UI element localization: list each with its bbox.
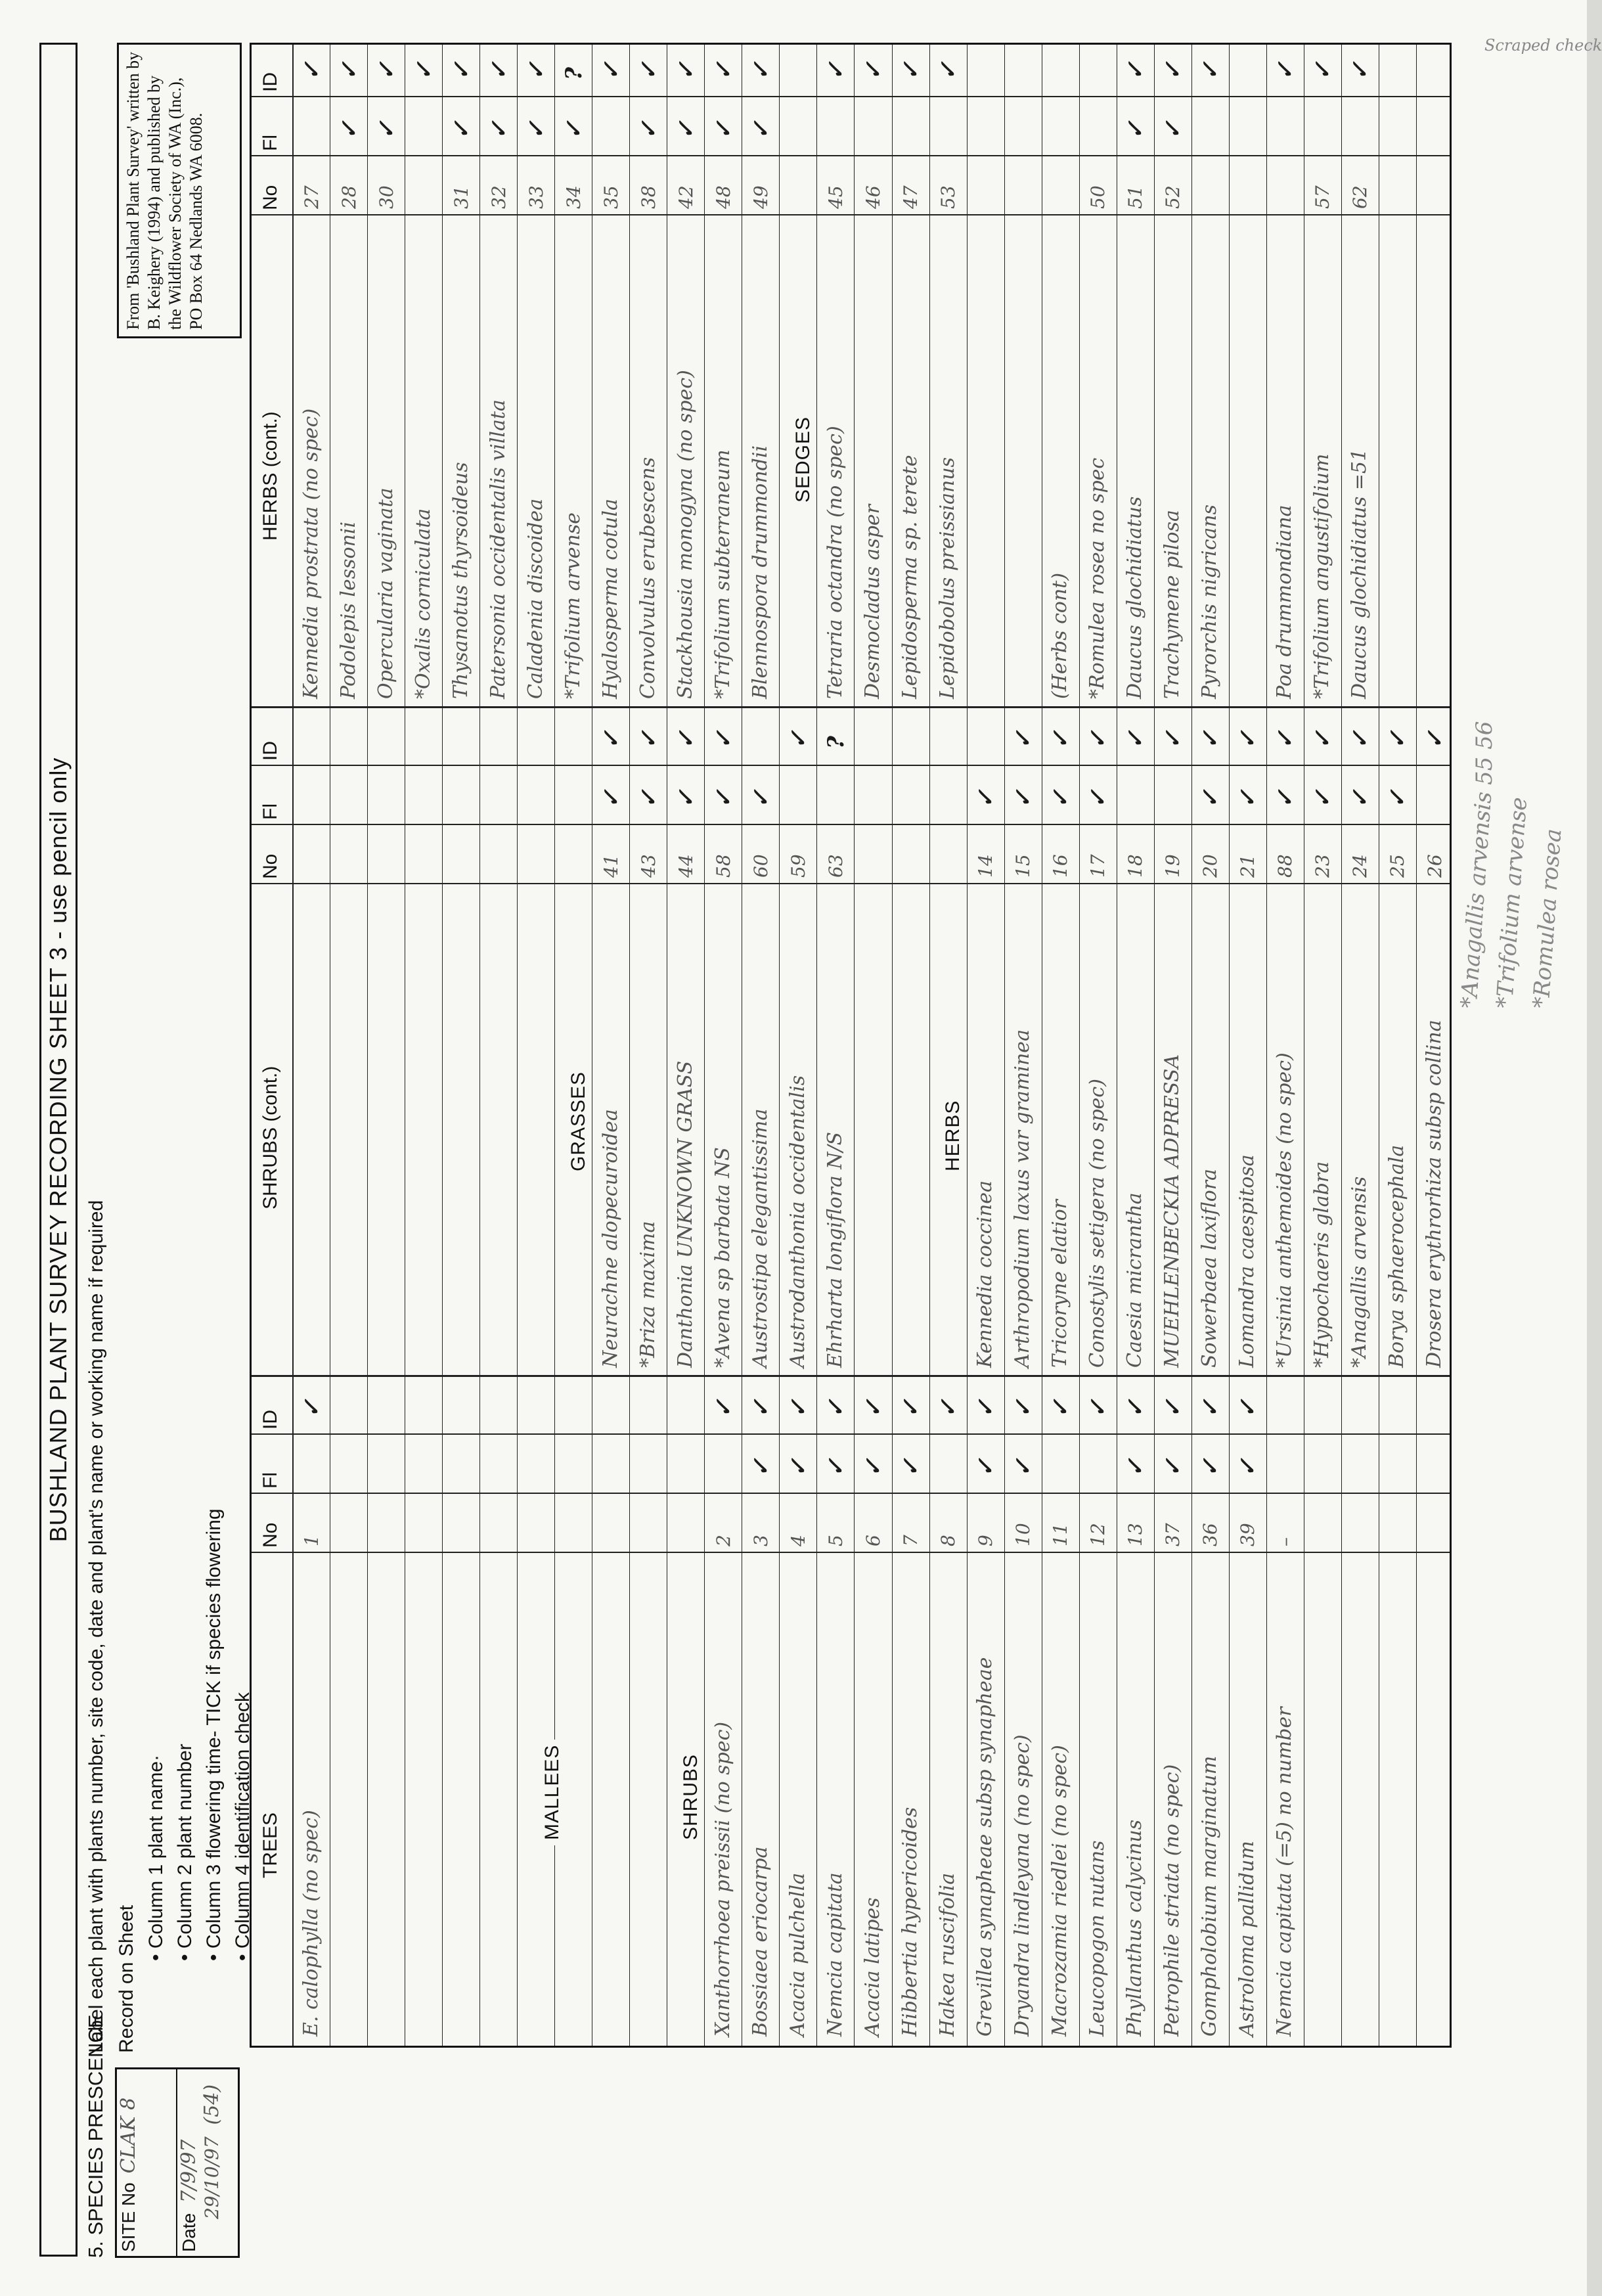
flowering-tick: ✓ bbox=[1123, 120, 1149, 139]
species-number: 51 bbox=[1124, 185, 1147, 209]
species-name: Lomandra caespitosa bbox=[1235, 1154, 1259, 1368]
flowering-tick: ✓ bbox=[448, 120, 475, 139]
flowering-tick: ✓ bbox=[1385, 789, 1412, 808]
column-line bbox=[252, 824, 1450, 825]
id-check-tick: ✓ bbox=[298, 1399, 325, 1418]
species-number: 13 bbox=[1124, 1523, 1147, 1546]
species-name: Acacia latipes bbox=[861, 1897, 884, 2037]
species-number: 19 bbox=[1162, 854, 1184, 878]
row-line bbox=[816, 45, 817, 2046]
species-number: 7 bbox=[900, 1535, 922, 1546]
id-check-tick: ✓ bbox=[598, 61, 625, 80]
row-line bbox=[479, 45, 480, 2046]
margin-note-1: *Anagallis arvensis bbox=[1456, 790, 1498, 1009]
id-check-tick: ✓ bbox=[1010, 730, 1037, 749]
flowering-tick: ✓ bbox=[822, 1458, 849, 1477]
id-check-tick: ✓ bbox=[523, 61, 550, 80]
id-check-tick: ✓ bbox=[1235, 1399, 1262, 1418]
header-fl: Fl bbox=[259, 1472, 281, 1489]
id-check-tick: ✓ bbox=[1085, 730, 1112, 749]
id-check-tick: ✓ bbox=[898, 61, 925, 80]
row-line bbox=[1191, 45, 1192, 2046]
id-check-tick: ✓ bbox=[710, 1399, 737, 1418]
row-line bbox=[704, 45, 705, 2046]
flowering-tick: ✓ bbox=[747, 1458, 774, 1477]
header-fl: Fl bbox=[259, 135, 281, 151]
species-name: Hyalosperma cotula bbox=[598, 499, 622, 699]
species-number: 41 bbox=[600, 854, 622, 878]
column-line bbox=[252, 883, 1450, 884]
header-fl: Fl bbox=[259, 803, 281, 820]
species-name: Grevillea synapheae subsp synapheae bbox=[973, 1657, 997, 2037]
id-check-tick: ✓ bbox=[1010, 1399, 1037, 1418]
flowering-tick: ✓ bbox=[1085, 789, 1112, 808]
site-date-box bbox=[115, 2067, 240, 2258]
species-number: 43 bbox=[637, 854, 659, 878]
species-number: 4 bbox=[787, 1535, 809, 1546]
id-check-tick: ✓ bbox=[673, 730, 700, 749]
id-check-tick: ✓ bbox=[935, 1399, 962, 1418]
panel-title-right: HERBS (cont.) bbox=[259, 411, 281, 541]
header-no: No bbox=[259, 185, 281, 210]
species-number: 59 bbox=[787, 854, 809, 878]
species-name: *Anagallis arvensis bbox=[1348, 1176, 1371, 1368]
flowering-tick: ✓ bbox=[710, 789, 737, 808]
species-name: Petrophile striata (no spec) bbox=[1161, 1764, 1184, 2037]
instruction-line-2: Record on Sheet bbox=[116, 1904, 137, 2053]
species-name: Arthropodium laxus var graminea bbox=[1011, 1029, 1035, 1368]
flowering-tick: ✓ bbox=[973, 789, 1000, 808]
id-check-tick: ✓ bbox=[1197, 1399, 1224, 1418]
id-check-tick: ✓ bbox=[1197, 61, 1224, 80]
row-line bbox=[517, 45, 518, 2046]
id-check-tick: ✓ bbox=[635, 730, 662, 749]
species-name: *Ursinia anthemoides (no spec) bbox=[1273, 1052, 1297, 1368]
id-check-tick: ✓ bbox=[448, 61, 475, 80]
id-check-tick: ✓ bbox=[898, 1399, 925, 1418]
species-number: 33 bbox=[525, 185, 547, 209]
species-number: 24 bbox=[1349, 854, 1371, 878]
sheet-title bbox=[39, 43, 78, 2257]
flowering-tick: ✓ bbox=[747, 120, 774, 139]
species-name: Hibbertia hypericoides bbox=[899, 1807, 922, 2037]
species-name: Trachymene pilosa bbox=[1161, 510, 1184, 699]
id-check-tick: ✓ bbox=[1160, 1399, 1187, 1418]
species-name: Lepidobolus preissianus bbox=[936, 457, 960, 699]
species-name: Neurachne alopecuroidea bbox=[598, 1109, 622, 1368]
margin-note-3: *Romulea rosea bbox=[1528, 828, 1567, 1010]
id-check-tick: ✓ bbox=[373, 61, 400, 80]
id-check-tick: ✓ bbox=[1123, 61, 1149, 80]
column-legend-3: • Column 3 flowering time- TICK if species flowering bbox=[203, 1508, 225, 1961]
flowering-tick: ✓ bbox=[336, 120, 363, 139]
species-number: 11 bbox=[1050, 1523, 1072, 1546]
id-check-tick: ✓ bbox=[1347, 61, 1374, 80]
species-name: Austrostipa elegantissima bbox=[748, 1108, 772, 1368]
species-number: 57 bbox=[1312, 185, 1334, 209]
flowering-tick: ✓ bbox=[1197, 789, 1224, 808]
species-number: 60 bbox=[749, 854, 772, 878]
species-number: 32 bbox=[487, 185, 510, 209]
id-check-tick: ✓ bbox=[1048, 1399, 1075, 1418]
id-check-tick: ✓ bbox=[1385, 730, 1412, 749]
flowering-tick: ✓ bbox=[1197, 1458, 1224, 1477]
header-divider bbox=[292, 45, 294, 2046]
site-value: CLAK 8 bbox=[117, 2097, 140, 2174]
species-name: Ehrharta longiflora N/S bbox=[823, 1131, 847, 1368]
species-number: 47 bbox=[900, 185, 922, 209]
section-heading: 5. SPECIES PRESCENCE bbox=[84, 2014, 107, 2258]
species-name: Acacia pulchella bbox=[786, 1872, 809, 2037]
id-check-tick: ✓ bbox=[1310, 61, 1337, 80]
species-name: Caladenia discoidea bbox=[523, 498, 547, 699]
species-name: *Trifolium angustifolium bbox=[1310, 453, 1334, 699]
species-name: *Hypochaeris glabra bbox=[1310, 1161, 1334, 1368]
column-line bbox=[252, 155, 1450, 156]
species-number: 36 bbox=[1199, 1523, 1222, 1546]
species-name: *Romulea rosea no spec bbox=[1086, 457, 1109, 699]
species-name: *Trifolium arvense bbox=[561, 512, 585, 699]
species-number: – bbox=[1274, 1537, 1297, 1546]
species-name: *Trifolium subterraneum bbox=[711, 449, 734, 699]
flowering-tick: ✓ bbox=[1160, 1458, 1187, 1477]
row-line bbox=[367, 45, 368, 2046]
species-name: Pyrorchis nigricans bbox=[1198, 505, 1222, 699]
species-name: Caesia micrantha bbox=[1123, 1192, 1147, 1368]
id-check-tick: ✓ bbox=[973, 1399, 1000, 1418]
column-line bbox=[252, 96, 1450, 97]
row-line bbox=[1341, 45, 1342, 2046]
species-number: 62 bbox=[1349, 185, 1371, 209]
sheet-title-text: BUSHLAND PLANT SURVEY RECORDING SHEET 3 - use pencil only bbox=[45, 757, 72, 1542]
instructions bbox=[81, 345, 142, 2053]
species-number: 9 bbox=[975, 1535, 997, 1546]
species-name: MUEHLENBECKIA ADPRESSA bbox=[1161, 1054, 1184, 1368]
species-name: *Oxalis corniculata bbox=[411, 508, 435, 699]
date-value: 7/9/97 bbox=[177, 2139, 200, 2203]
species-number: 58 bbox=[712, 854, 734, 878]
id-check-tick: ? bbox=[822, 736, 849, 749]
flowering-tick: ✓ bbox=[860, 1458, 887, 1477]
flowering-tick: ✓ bbox=[1310, 789, 1337, 808]
species-number: 17 bbox=[1087, 854, 1109, 878]
flowering-tick: ✓ bbox=[598, 789, 625, 808]
species-number: 27 bbox=[300, 185, 323, 209]
flowering-tick: ✓ bbox=[1123, 1458, 1149, 1477]
date-label: Date bbox=[179, 2213, 199, 2252]
id-check-tick: ✓ bbox=[747, 1399, 774, 1418]
column-legend bbox=[142, 778, 257, 1961]
species-name: *Briza maxima bbox=[636, 1221, 659, 1368]
flowering-tick: ✓ bbox=[1048, 789, 1075, 808]
id-check-tick: ✓ bbox=[1123, 730, 1149, 749]
species-number: 44 bbox=[675, 854, 697, 878]
species-name: Desmocladus asper bbox=[861, 504, 884, 699]
margin-note-corner: Scraped check bbox=[1484, 36, 1602, 55]
flowering-tick: ✓ bbox=[373, 120, 400, 139]
species-number: 3 bbox=[749, 1535, 772, 1546]
flowering-tick: ✓ bbox=[973, 1458, 1000, 1477]
site-row bbox=[117, 2069, 177, 2256]
column-line bbox=[252, 214, 1450, 215]
id-check-tick: ✓ bbox=[1160, 61, 1187, 80]
id-check-tick: ✓ bbox=[710, 61, 737, 80]
species-number: 42 bbox=[675, 185, 697, 209]
species-name: Xanthorrhoea preissii (no spec) bbox=[711, 1721, 734, 2037]
row-line bbox=[1079, 45, 1080, 2046]
species-number: 23 bbox=[1312, 854, 1334, 878]
species-number: 49 bbox=[749, 185, 772, 209]
species-number: 48 bbox=[712, 185, 734, 209]
id-check-tick: ✓ bbox=[822, 1399, 849, 1418]
species-name: Convolvulus erubescens bbox=[636, 457, 659, 699]
species-name: Danthonia UNKNOWN GRASS bbox=[673, 1060, 697, 1368]
species-number: 6 bbox=[862, 1535, 884, 1546]
instruction-line-1: Label each plant with plants number, site code, date and plant's name or working name if required bbox=[85, 1200, 107, 2053]
species-number: 34 bbox=[562, 185, 585, 209]
id-check-tick: ✓ bbox=[785, 730, 812, 749]
header-id: ID bbox=[259, 72, 281, 92]
column-line bbox=[252, 1552, 1450, 1553]
species-number: 2 bbox=[712, 1535, 734, 1546]
species-name: Tetraria octandra (no spec) bbox=[823, 426, 847, 699]
flowering-tick: ✓ bbox=[673, 789, 700, 808]
id-check-tick: ✓ bbox=[336, 61, 363, 80]
margin-note-numbers: 55 56 bbox=[1471, 721, 1498, 785]
id-check-tick: ✓ bbox=[485, 61, 512, 80]
row-line bbox=[442, 45, 443, 2046]
species-name: Austrodanthonia occidentalis bbox=[786, 1075, 809, 1368]
column-line bbox=[252, 1433, 1450, 1435]
species-name: Leucopogon nutans bbox=[1086, 1840, 1109, 2037]
column-line bbox=[252, 765, 1450, 766]
species-name: Nemcia capitata bbox=[823, 1872, 847, 2037]
id-check-tick: ✓ bbox=[822, 61, 849, 80]
species-name: E. calophylla (no spec) bbox=[299, 1810, 323, 2037]
row-line bbox=[1416, 45, 1417, 2046]
flowering-tick: ✓ bbox=[710, 120, 737, 139]
species-number: 35 bbox=[600, 185, 622, 209]
species-number: 10 bbox=[1012, 1523, 1035, 1546]
id-check-tick: ✓ bbox=[1272, 61, 1299, 80]
species-number: 28 bbox=[338, 185, 360, 209]
species-name: Dryandra lindleyana (no spec) bbox=[1011, 1734, 1035, 2037]
species-number: 50 bbox=[1087, 185, 1109, 209]
species-name: Podolepis lessonii bbox=[336, 521, 360, 699]
row-line bbox=[779, 45, 780, 2046]
species-name: Astroloma pallidum bbox=[1235, 1841, 1259, 2037]
row-line bbox=[854, 45, 855, 2046]
species-number: 16 bbox=[1050, 854, 1072, 878]
species-name: Bossiaea eriocarpa bbox=[748, 1846, 772, 2037]
id-check-tick: ✓ bbox=[1123, 1399, 1149, 1418]
species-number: 52 bbox=[1162, 185, 1184, 209]
header-id: ID bbox=[259, 1410, 281, 1429]
id-check-tick: ✓ bbox=[935, 61, 962, 80]
species-number: 53 bbox=[937, 185, 960, 209]
id-check-tick: ✓ bbox=[411, 61, 437, 80]
row-line bbox=[967, 45, 968, 2046]
header-id: ID bbox=[259, 741, 281, 761]
species-name: Opercularia vaginata bbox=[374, 487, 397, 699]
margin-note-2: *Trifolium arvense bbox=[1491, 796, 1533, 1010]
flowering-tick: ✓ bbox=[1235, 1458, 1262, 1477]
flowering-tick: ✓ bbox=[673, 120, 700, 139]
id-check-tick: ✓ bbox=[298, 61, 325, 80]
flowering-tick: ✓ bbox=[635, 789, 662, 808]
id-check-tick: ✓ bbox=[860, 61, 887, 80]
flowering-tick: ✓ bbox=[747, 789, 774, 808]
species-number: 8 bbox=[937, 1535, 960, 1546]
date-value-2: 29/10/97 bbox=[201, 2136, 223, 2219]
species-name: Nemcia capitata (=5) no number bbox=[1273, 1707, 1297, 2037]
species-name: Macrozamia riedlei (no spec) bbox=[1048, 1745, 1072, 2037]
species-name: Thysanotus thyrsoideus bbox=[449, 462, 472, 699]
flowering-tick: ✓ bbox=[1347, 789, 1374, 808]
species-name: Tricoryne elatior bbox=[1048, 1200, 1072, 1368]
species-number: 1 bbox=[300, 1535, 323, 1546]
species-number: 39 bbox=[1237, 1523, 1259, 1546]
date-row bbox=[177, 2069, 238, 2256]
species-name: Conostylis setigera (no spec) bbox=[1086, 1079, 1109, 1368]
id-check-tick: ✓ bbox=[1197, 730, 1224, 749]
species-name: Daucus glochidiatus bbox=[1123, 496, 1147, 699]
panel-divider bbox=[252, 706, 1450, 708]
flowering-tick: ✓ bbox=[785, 1458, 812, 1477]
id-check-tick: ✓ bbox=[1310, 730, 1337, 749]
species-number: 37 bbox=[1162, 1523, 1184, 1546]
row-line bbox=[1229, 45, 1230, 2046]
flowering-tick: ✓ bbox=[1235, 789, 1262, 808]
species-name: Stackhousia monogyna (no spec) bbox=[673, 370, 697, 699]
panel-title-mid: SHRUBS (cont.) bbox=[259, 1066, 281, 1209]
id-check-tick: ✓ bbox=[747, 61, 774, 80]
id-check-tick: ✓ bbox=[785, 1399, 812, 1418]
species-name: Hakea ruscifolia bbox=[936, 1872, 960, 2037]
column-legend-1: • Column 1 plant name· bbox=[145, 1755, 167, 1961]
row-line bbox=[1154, 45, 1155, 2046]
species-number: 45 bbox=[824, 185, 847, 209]
species-number: 18 bbox=[1124, 854, 1147, 878]
species-number: 20 bbox=[1199, 854, 1222, 878]
source-citation-box bbox=[117, 43, 242, 338]
species-name: Blennospora drummondii bbox=[748, 445, 772, 699]
species-name: Patersonia occidentalis villata bbox=[486, 399, 510, 699]
id-check-tick: ✓ bbox=[1422, 730, 1449, 749]
flowering-tick: ✓ bbox=[1272, 789, 1299, 808]
species-name: Borya sphaerocephala bbox=[1385, 1144, 1409, 1368]
species-number: 63 bbox=[824, 854, 847, 878]
row-line bbox=[892, 45, 893, 2046]
flowering-tick: ✓ bbox=[1160, 120, 1187, 139]
species-number: 31 bbox=[450, 185, 472, 209]
flowering-tick: ✓ bbox=[1010, 789, 1037, 808]
species-table bbox=[250, 43, 1452, 2048]
row-line bbox=[629, 45, 630, 2046]
id-check-tick: ✓ bbox=[1272, 730, 1299, 749]
species-name: Daucus glochidiatus =51 bbox=[1348, 448, 1371, 699]
section-sedges: SEDGES bbox=[792, 411, 814, 508]
section-shrubs: SHRUBS bbox=[680, 1749, 702, 1845]
species-number: 46 bbox=[862, 185, 884, 209]
id-check-tick: ✓ bbox=[1160, 730, 1187, 749]
row-line bbox=[1266, 45, 1267, 2046]
section-grasses: GRASSES bbox=[567, 1066, 590, 1177]
column-legend-2: • Column 2 plant number bbox=[174, 1744, 196, 1961]
id-check-tick: ✓ bbox=[673, 61, 700, 80]
flowering-tick: ✓ bbox=[560, 120, 587, 139]
species-number: 14 bbox=[975, 854, 997, 878]
header-no: No bbox=[259, 853, 281, 879]
species-name: Gompholobium marginatum bbox=[1198, 1755, 1222, 2037]
species-number: 15 bbox=[1012, 854, 1035, 878]
species-number: 21 bbox=[1237, 854, 1259, 878]
id-check-tick: ✓ bbox=[710, 730, 737, 749]
species-name: Kennedia prostrata (no spec) bbox=[299, 408, 323, 699]
panel-title-left: TREES bbox=[259, 1812, 281, 1878]
flowering-tick: ✓ bbox=[523, 120, 550, 139]
id-check-tick: ✓ bbox=[1085, 1399, 1112, 1418]
species-number: 88 bbox=[1274, 854, 1297, 878]
flowering-tick: ✓ bbox=[485, 120, 512, 139]
id-check-tick: ✓ bbox=[598, 730, 625, 749]
species-name: *Avena sp barbata NS bbox=[711, 1147, 734, 1368]
row-line bbox=[1004, 45, 1005, 2046]
source-citation: From 'Bushland Plant Survey' written by B. Keighery (1994) and published by the Wildflower Society of WA (Inc.), PO Box 64 Nedlands WA 6008. bbox=[123, 51, 206, 330]
species-number: 26 bbox=[1424, 854, 1446, 878]
species-number: 25 bbox=[1387, 854, 1409, 878]
species-number: 12 bbox=[1087, 1523, 1109, 1546]
date-note: (54) bbox=[200, 2084, 223, 2125]
site-label: SITE No bbox=[118, 2182, 139, 2252]
id-check-tick: ✓ bbox=[635, 61, 662, 80]
header-no: No bbox=[259, 1522, 281, 1548]
species-number: 38 bbox=[637, 185, 659, 209]
flowering-tick: ✓ bbox=[898, 1458, 925, 1477]
id-check-tick: ✓ bbox=[1235, 730, 1262, 749]
id-check-tick: ✓ bbox=[1347, 730, 1374, 749]
flowering-tick: ✓ bbox=[635, 120, 662, 139]
species-name: (Herbs cont) bbox=[1048, 572, 1072, 699]
species-name: Sowerbaea laxiflora bbox=[1198, 1169, 1222, 1368]
section-herbs: HERBS bbox=[942, 1095, 964, 1177]
species-name: Poa drummondiana bbox=[1273, 505, 1297, 699]
species-number: 5 bbox=[824, 1535, 847, 1546]
species-name: Lepidosperma sp. terete bbox=[899, 455, 922, 699]
panel-divider bbox=[252, 1375, 1450, 1377]
id-check-tick: ✓ bbox=[860, 1399, 887, 1418]
species-number: 30 bbox=[375, 185, 397, 209]
column-legend-4: • Column 4 identification check bbox=[232, 1692, 254, 1961]
id-check-tick: ? bbox=[560, 67, 587, 80]
flowering-tick: ✓ bbox=[1010, 1458, 1037, 1477]
species-name: Kennedia coccinea bbox=[973, 1181, 997, 1368]
column-line bbox=[252, 1493, 1450, 1494]
species-name: Phyllanthus calycinus bbox=[1123, 1819, 1147, 2037]
species-name: Drosera erythrorhiza subsp collina bbox=[1423, 1020, 1446, 1368]
section-mallees: MALLEES bbox=[541, 1740, 564, 1845]
id-check-tick: ✓ bbox=[1048, 730, 1075, 749]
row-line bbox=[929, 45, 930, 2046]
